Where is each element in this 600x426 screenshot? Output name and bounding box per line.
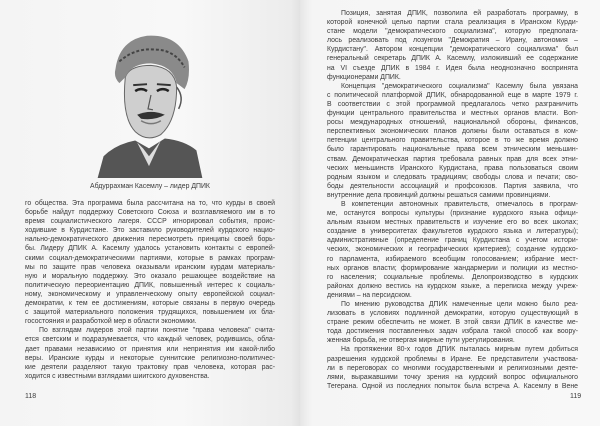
page-number: 118 — [25, 393, 37, 400]
right-page-text — [327, 9, 578, 391]
text-line: разрешения курдской проблемы в Иране. Ее представители участвова- — [327, 355, 578, 363]
text-line: которой конечной целью партии стала реализация в Иранском Курди- — [327, 19, 578, 27]
text-line: было гарантировать национальные права всем этническим меньшин- — [327, 146, 578, 154]
text-line: с политической платформой ДПИК, обнародованной еще в марте 1979 г. — [327, 91, 578, 99]
text-line: го общества. Эта программа была рассчитана на то, что курды в своей — [25, 200, 275, 207]
text-line: тода достижения поставленных задач избрала такой способ как воору- — [327, 328, 578, 336]
text-line: Курдистану". Автором концепции "демократического социализма" был — [327, 46, 578, 54]
text-line: По мнению руководства ДПИК намеченные цели можно было реа- — [341, 301, 578, 308]
text-line: кие деятели разделяют такую трактовку прав человека, которая рас- — [25, 363, 275, 371]
text-line: административные (определение границ Курдистана с учетом истори- — [327, 237, 578, 245]
text-line: политическую переориентацию ДПИК, повышенный интерес к социаль- — [25, 281, 275, 289]
page-number: 119 — [570, 393, 582, 400]
text-line: бы. Лидеру ДПИК А. Касемлу удалось установить контакты с европей- — [25, 245, 275, 253]
text-line: функционерами ДПИК. — [327, 73, 401, 81]
text-line: В компетенции автономных правительств, отмечалось в програм- — [341, 200, 578, 208]
text-line: перспективных экономических планов должны были оставаться в ком- — [327, 128, 578, 136]
text-line: ли в переговорах со многими государственными и религиозными деяте- — [327, 364, 578, 372]
paragraph — [327, 9, 578, 82]
paragraph — [327, 300, 578, 345]
text-line: стане модели "демократического социализма", которую предполага- — [327, 28, 578, 36]
paragraph — [25, 199, 275, 326]
text-line: ходится с известными взглядами шиитского духовенства. — [25, 372, 210, 380]
text-line: По взглядам лидеров этой партии понятие "права человека" счита- — [39, 327, 275, 335]
text-line: стране режим обеспечить не может. В этой связи ДПИК в качестве ме- — [327, 319, 578, 327]
text-line: петенции центрального правительства, которое в то же время должно — [327, 137, 578, 145]
text-line: дениями – на персидском. — [327, 291, 412, 299]
text-line: на VI съезде ДПИК в 1984 г. Идея была неоднозначно воспринята — [327, 64, 578, 72]
text-line: го парламента, избираемого всеобщим голосованием; избрание мест- — [327, 255, 578, 263]
text-line: Тегерана. Одной из последних попыток была встреча А. Касемлу в Вене — [327, 382, 578, 390]
text-line: альным языком местных правительств и изучение его во всех школах; — [327, 219, 578, 227]
text-line: лями, выражавшими точку зрения на курдский вопрос официального — [327, 373, 578, 381]
text-line: демократии, к тем ее достижениям, которые связаны в первую очередь — [25, 300, 275, 308]
text-line: Концепция "демократического социализма" Касемлу была увязана — [341, 82, 578, 90]
text-line: создание в университетах факультетов курдского языка и литературы); — [327, 228, 578, 236]
text-line: веры. Иранские курды и некоторые суннитские религиозно-политичес- — [25, 354, 275, 362]
text-line: женная борьба, не отвергая мирные пути урегулирования. — [327, 337, 515, 345]
right-page — [300, 0, 600, 426]
text-line: ме, останутся вопросы культуры (признание курдского языка офици- — [327, 210, 578, 218]
paragraph — [327, 200, 578, 300]
paragraph — [25, 326, 275, 381]
text-line: ствам. Демократическая партия требовала равных прав для всех этни- — [327, 155, 578, 163]
text-line: росы международных отношений, национальной обороны, финансов, — [327, 119, 578, 127]
text-line: го населения; социальные проблемы. Делопроизводство в курдских — [327, 273, 578, 281]
text-line: лось реализовать под лозунгом "Демократия – Ирану, автономия – — [327, 37, 578, 45]
text-line: генеральный секретарь ДПИК А. Касемлу, изложивший ее содержание — [327, 55, 578, 63]
text-line: нально-демократического движения пересмотреть принципы своей борь- — [25, 236, 275, 244]
text-line: ходившие в Курдистане. Это заставило руководителей курдского нацио- — [25, 227, 275, 235]
text-line: скими социал-демократическими партиями, которые в рамках програм- — [25, 254, 275, 262]
text-line: мы по защите прав человека оказывали иранским курдам материаль- — [25, 263, 275, 271]
text-line: госостояния и разработкой мер в области экономики. — [25, 318, 197, 326]
text-line: На протяжении 80-х годов ДПИК пыталась мирным путем добиться — [341, 346, 578, 354]
text-line: боды деятельности ассоциаций и профсоюзов. Партия заявила, что — [327, 182, 578, 190]
text-line: районах должно вестись на курдском языке, а переписка между учреж- — [327, 282, 578, 290]
text-line: дает правами независимо от принятия или непринятия им какой-либо — [25, 345, 275, 353]
text-line: ется светским и подразумевается, что каждый человек, родившись, обла- — [25, 336, 275, 344]
text-line: лизовать в условиях подлинной демократии, которую существующий в — [327, 310, 578, 318]
text-line: с защитой материального положения трудящихся, повышением их бла- — [25, 309, 275, 317]
text-line: борьбе найдут поддержку Советского Союза и возглавляемого им в то — [25, 209, 275, 217]
text-line: Позиция, занятая ДПИК, позволила ей разработать программу, в — [341, 10, 578, 17]
text-line: внутренние дела провинций должны решаться самими провинциями. — [327, 191, 551, 199]
text-line: ческих меньшинств Иранского Курдистана, права пользоваться своим — [327, 164, 578, 172]
text-line: ному, экономическому и управленческому опыту европейской социал- — [25, 290, 275, 298]
text-line: В соответствии с этой программой предлагалось четко разграничить — [327, 100, 578, 108]
left-page-text — [25, 199, 275, 381]
text-line: ческих, экономических и географических критериев); создание курдско- — [327, 246, 578, 254]
text-line: время социалистического лагеря. СССР игнорировал события, проис- — [25, 218, 275, 226]
paragraph — [327, 82, 578, 200]
photo-caption: Абдуррахман Касемлу – лидер ДПИК — [90, 183, 210, 190]
text-line: функции центрального правительства и местных органов власти. Воп- — [327, 110, 578, 118]
portrait-photo — [85, 18, 213, 178]
text-line: ных органов власти; формирование жандармерии и полиции из местно- — [327, 264, 578, 272]
text-line: родным языком и следовать традициям; свободы слова и печати; сво- — [327, 173, 578, 181]
paragraph — [327, 345, 578, 390]
text-line: ную и моральную поддержку. Это оказало решающее воздействие на — [25, 272, 275, 280]
